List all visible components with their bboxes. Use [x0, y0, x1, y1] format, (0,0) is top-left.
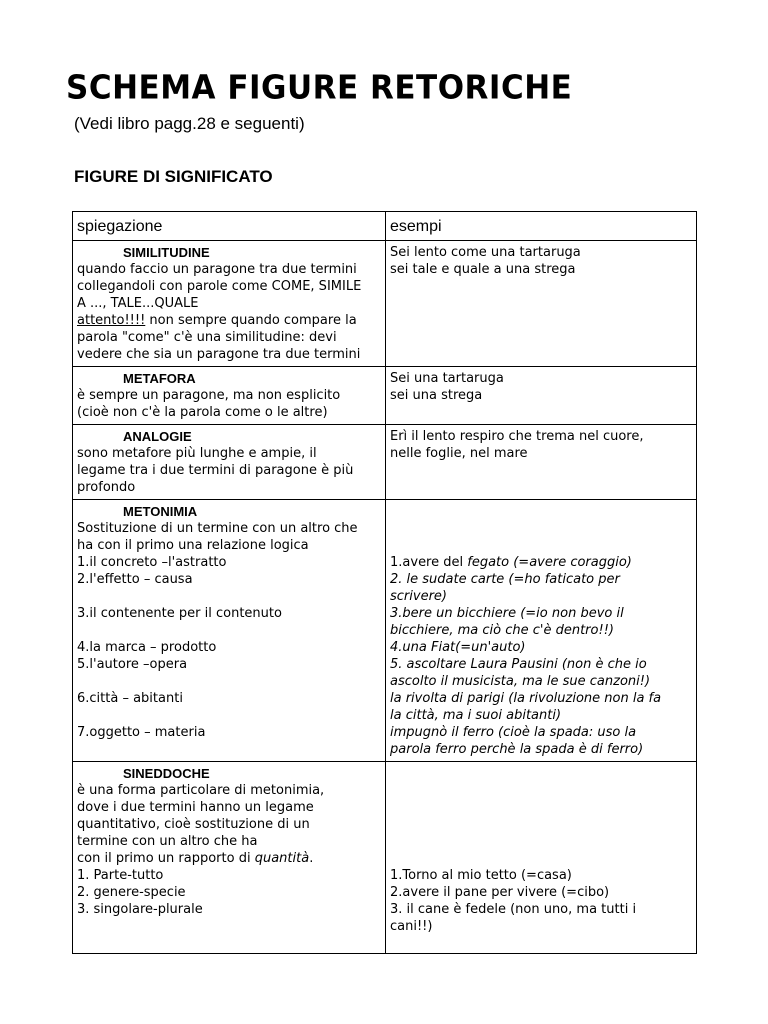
metafora-heading: METAFORA — [123, 371, 196, 386]
example-line — [390, 554, 692, 571]
table-row — [73, 241, 697, 367]
example-line: 3.bere un bicchiere (=io non bevo il — [390, 606, 624, 621]
table-header-row — [73, 212, 697, 241]
text-line: termine con un altro che ha — [77, 834, 258, 849]
text-line: è sempre un paragone, ma non esplicito — [77, 388, 341, 403]
text-line: 5.l'autore –opera — [77, 657, 188, 672]
analogie-explanation — [73, 425, 386, 500]
example-line: Erì il lento respiro che trema nel cuore, — [390, 429, 644, 444]
metafora-explanation — [73, 367, 386, 425]
text-fragment: (=avere coraggio) — [509, 555, 632, 570]
text-line: parola "come" c'è una similitudine: devi — [77, 330, 337, 345]
example-line: 2.avere il pane per vivere (=cibo) — [390, 885, 610, 900]
text-line: 4.la marca – prodotto — [77, 640, 217, 655]
text-line: ha con il primo una relazione logica — [77, 538, 309, 553]
example-line: bicchiere, ma ciò che c'è dentro!!) — [390, 623, 614, 638]
metonimia-examples — [386, 500, 697, 762]
text-line: 7.oggetto – materia — [77, 725, 206, 740]
text-fragment: quantità — [254, 851, 310, 866]
text-line: quantitativo, cioè sostituzione di un — [77, 817, 310, 832]
section-heading: FIGURE DI SIGNIFICATO — [74, 167, 273, 186]
text-line — [77, 850, 381, 867]
analogie-heading: ANALOGIE — [123, 429, 192, 444]
text-line: collegandoli con parole come COME, SIMILE — [77, 279, 362, 294]
text-fragment: con il primo un rapporto di — [77, 851, 255, 866]
text-line: sono metafore più lunghe e ampie, il — [77, 446, 317, 461]
example-line: nelle foglie, nel mare — [390, 446, 528, 461]
example-line: 1.Torno al mio tetto (=casa) — [390, 868, 572, 883]
example-line: parola ferro perchè la spada è di ferro) — [390, 742, 644, 757]
text-line: 3. singolare-plurale — [77, 902, 203, 917]
example-line: 2. le sudate carte (=ho faticato per — [390, 572, 620, 587]
example-line: scrivere) — [390, 589, 447, 604]
text-line: dove i due termini hanno un legame — [77, 800, 314, 815]
text-fragment: 1.avere del — [390, 555, 468, 570]
table-row — [73, 425, 697, 500]
text-line: è una forma particolare di metonimia, — [77, 783, 325, 798]
text-line: legame tra i due termini di paragone è più — [77, 463, 354, 478]
text-fragment: fegato — [467, 555, 510, 570]
page-title: SCHEMA FIGURE RETORICHE — [66, 69, 573, 107]
text-line: (cioè non c'è la parola come o le altre) — [77, 405, 328, 420]
text-line: 3.il contenente per il contenuto — [77, 606, 282, 621]
example-line: sei tale e quale a una strega — [390, 262, 576, 277]
page-subtitle: (Vedi libro pagg.28 e seguenti) — [74, 114, 305, 133]
example-line: sei una strega — [390, 388, 483, 403]
example-line: Sei lento come una tartaruga — [390, 245, 581, 260]
text-line: 1. Parte-tutto — [77, 868, 164, 883]
example-line: 3. il cane è fedele (non uno, ma tutti i — [390, 902, 637, 917]
similitudine-examples — [386, 241, 697, 367]
attento-note: attento!!!! — [77, 313, 146, 328]
text-line: A ..., TALE...QUALE — [77, 296, 199, 311]
similitudine-explanation — [73, 241, 386, 367]
sineddoche-explanation — [73, 762, 386, 954]
example-line: impugnò il ferro (cioè la spada: uso la — [390, 725, 637, 740]
text-fragment: . — [309, 851, 314, 866]
table-row — [73, 500, 697, 762]
text-line: quando faccio un paragone tra due termini — [77, 262, 357, 277]
example-line: Sei una tartaruga — [390, 371, 504, 386]
metonimia-heading: METONIMIA — [123, 504, 198, 519]
sineddoche-examples — [386, 762, 697, 954]
text-fragment: non sempre quando compare la — [145, 313, 357, 328]
column-header-spiegazione: spiegazione — [73, 212, 386, 241]
table-row — [73, 367, 697, 425]
text-line — [77, 312, 381, 329]
sineddoche-heading: SINEDDOCHE — [123, 766, 210, 781]
text-line: 2.l'effetto – causa — [77, 572, 193, 587]
text-line: profondo — [77, 480, 136, 495]
example-line: 4.una Fiat(=un'auto) — [390, 640, 526, 655]
similitudine-heading: SIMILITUDINE — [123, 245, 210, 260]
metonimia-explanation — [73, 500, 386, 762]
example-line: cani!!) — [390, 919, 433, 934]
figures-table — [72, 211, 697, 954]
example-line: 5. ascoltare Laura Pausini (non è che io — [390, 657, 647, 672]
table-row — [73, 762, 697, 954]
example-line: la città, ma i suoi abitanti) — [390, 708, 562, 723]
text-line: 2. genere-specie — [77, 885, 186, 900]
text-line: vedere che sia un paragone tra due termini — [77, 347, 361, 362]
analogie-examples — [386, 425, 697, 500]
metafora-examples — [386, 367, 697, 425]
text-line: 1.il concreto –l'astratto — [77, 555, 227, 570]
example-line: la rivolta di parigi (la rivoluzione non la fa — [390, 691, 662, 706]
text-line: 6.città – abitanti — [77, 691, 183, 706]
text-line: Sostituzione di un termine con un altro che — [77, 521, 358, 536]
column-header-esempi: esempi — [386, 212, 697, 241]
example-line: ascolto il musicista, ma le sue canzoni!) — [390, 674, 651, 689]
